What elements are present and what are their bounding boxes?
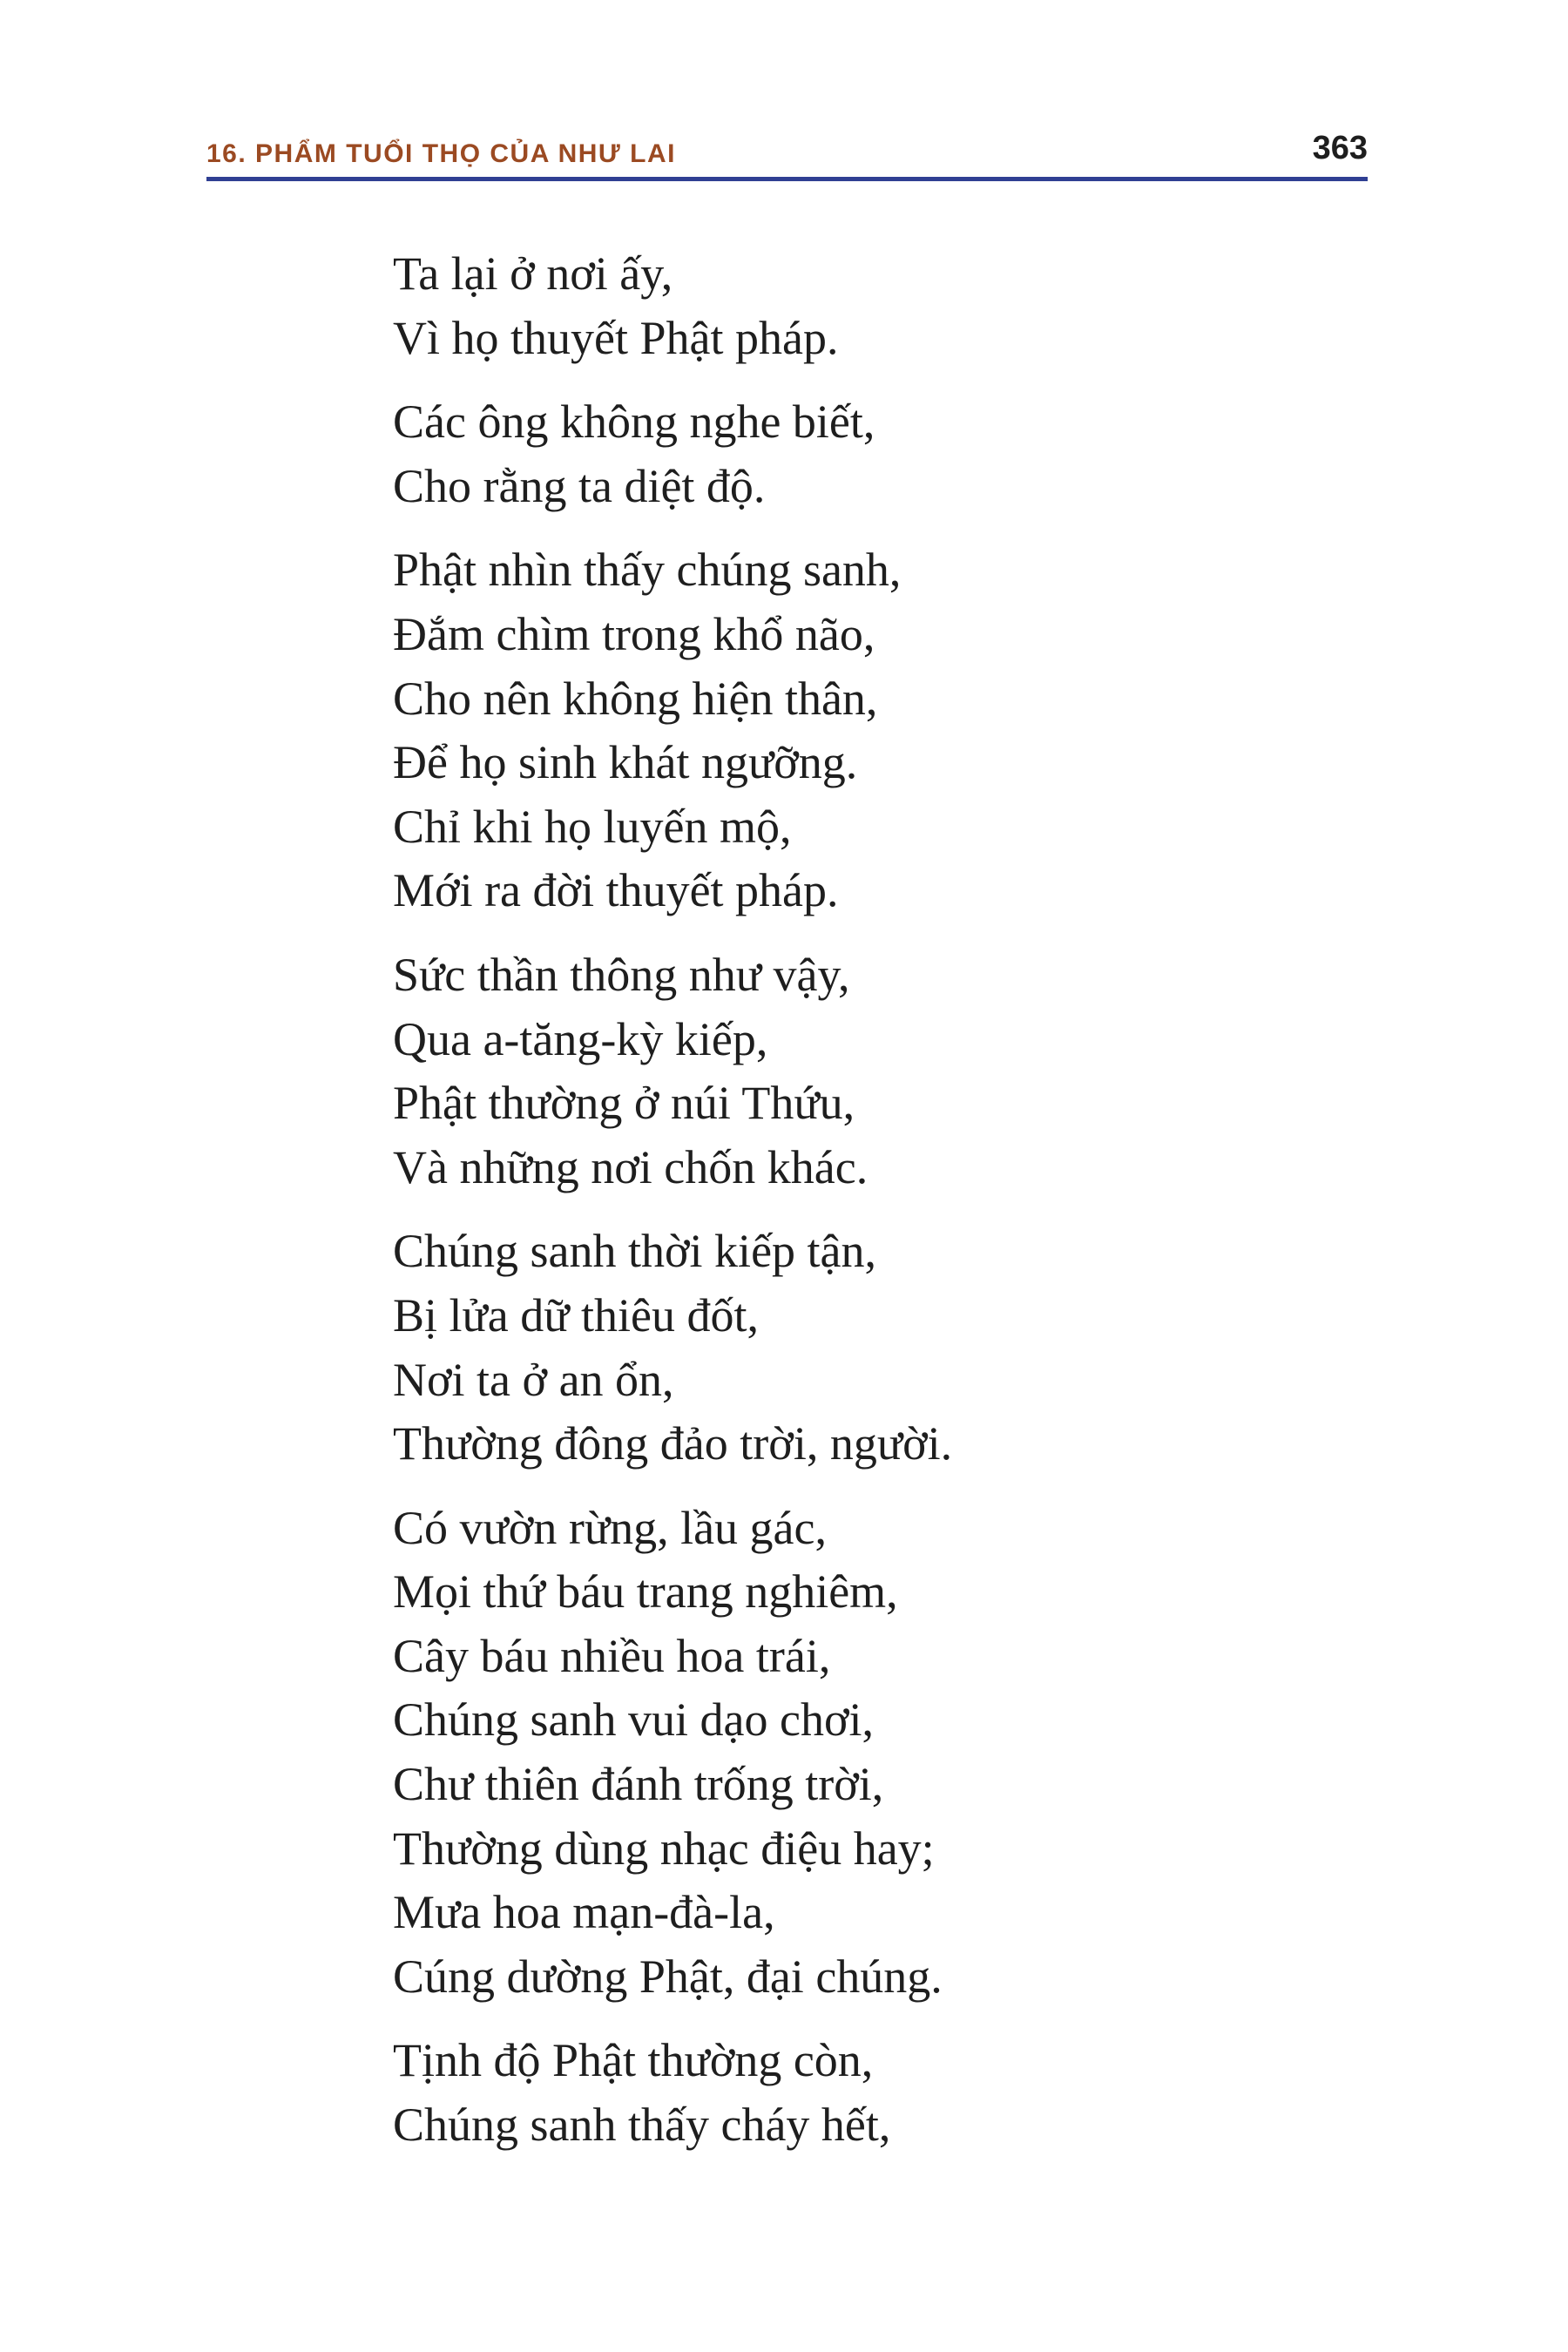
stanza [393, 242, 1351, 370]
verse-line: Chỉ khi họ luyến mộ, [393, 800, 792, 853]
chapter-title: 16. PHẨM TUỔI THỌ CỦA NHƯ LAI [206, 139, 676, 168]
stanza [393, 1220, 1351, 1476]
verse-line: Để họ sinh khát ngưỡng. [393, 736, 858, 789]
verse-line: Chúng sanh thấy cháy hết, [393, 2099, 891, 2152]
verse-line: Phật nhìn thấy chúng sanh, [393, 544, 902, 597]
poem-body [393, 242, 1351, 2178]
verse-line: Mọi thứ báu trang nghiêm, [393, 1565, 898, 1619]
verse-line: Chúng sanh vui dạo chơi, [393, 1693, 874, 1747]
stanza [393, 2029, 1351, 2157]
verse-line: Có vườn rừng, lầu gác, [393, 1501, 827, 1554]
running-header [206, 122, 1368, 181]
verse-line: Cúng dường Phật, đại chúng. [393, 1950, 943, 2003]
verse-line: Mưa hoa mạn-đà-la, [393, 1886, 775, 1939]
verse-line: Các ông không nghe biết, [393, 395, 875, 449]
verse-line: Mới ra đời thuyết pháp. [393, 864, 839, 917]
verse-line: Qua a-tăng-kỳ kiếp, [393, 1012, 768, 1065]
verse-line: Thường dùng nhạc điệu hay; [393, 1821, 935, 1875]
verse-line: Thường đông đảo trời, người. [393, 1417, 953, 1470]
verse-line: Cho rằng ta diệt độ. [393, 459, 766, 512]
stanza [393, 1497, 1351, 2010]
stanza [393, 943, 1351, 1200]
verse-line: Tịnh độ Phật thường còn, [393, 2034, 874, 2087]
verse-line: Cây báu nhiều hoa trái, [393, 1629, 831, 1682]
verse-line: Bị lửa dữ thiêu đốt, [393, 1288, 760, 1342]
verse-line: Cho nên không hiện thân, [393, 672, 878, 725]
verse-line: Sức thần thông như vậy, [393, 948, 850, 1001]
verse-line: Phật thường ở núi Thứu, [393, 1077, 855, 1130]
stanza [393, 538, 1351, 923]
verse-line: Ta lại ở nơi ấy, [393, 247, 673, 300]
page-number: 363 [1312, 130, 1368, 166]
verse-line: Và những nơi chốn khác. [393, 1140, 868, 1193]
verse-line: Chúng sanh thời kiếp tận, [393, 1225, 877, 1278]
verse-line: Đắm chìm trong khổ não, [393, 607, 875, 660]
verse-line: Chư thiên đánh trống trời, [393, 1758, 884, 1811]
stanza [393, 390, 1351, 518]
verse-line: Vì họ thuyết Phật pháp. [393, 311, 839, 364]
header-rule [206, 177, 1368, 181]
verse-line: Nơi ta ở an ổn, [393, 1353, 674, 1406]
